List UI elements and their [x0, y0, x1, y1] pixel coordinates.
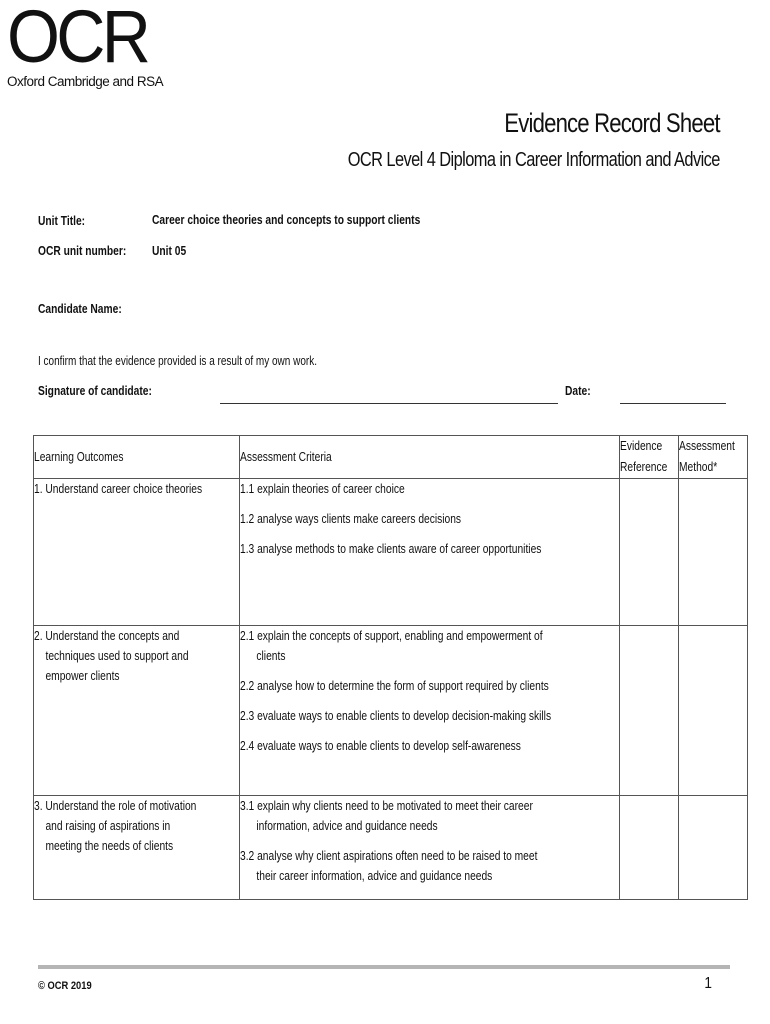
assessment-criteria-cell: [239, 796, 619, 900]
learning-outcome-cell: [34, 796, 240, 900]
criterion-text: 3.2 analyse why client aspirations often need to be raised to meet: [239, 849, 538, 863]
table-header-row: [34, 436, 748, 479]
criterion-text: 2.3 evaluate ways to enable clients to develop decision-making skills: [239, 709, 552, 723]
header-assessment-criteria-label: Assessment Criteria: [239, 450, 332, 464]
unit-title-label: Unit Title:: [38, 214, 86, 228]
header-evidence-reference-line2: Reference: [620, 460, 668, 474]
header-learning-outcomes-label: Learning Outcomes: [34, 450, 124, 464]
header-assessment-method-line2: Method*: [679, 460, 718, 474]
criterion-item: [240, 509, 551, 529]
learning-outcome-text: 2. Understand the concepts and: [34, 629, 180, 643]
unit-number-value: Unit 05: [152, 244, 187, 258]
criterion-item: [240, 706, 551, 726]
evidence-reference-cell[interactable]: [620, 479, 679, 626]
table-row: [34, 479, 748, 626]
criterion-text-continued: information, advice and guidance needs: [256, 819, 438, 833]
criterion-item: [240, 846, 551, 886]
criterion-text-continued: clients: [256, 649, 286, 663]
document-title: Evidence Record Sheet: [504, 108, 720, 138]
unit-number-label: OCR unit number:: [38, 244, 127, 258]
assessment-method-cell[interactable]: [679, 796, 748, 900]
criterion-text: 1.3 analyse methods to make clients aware of career opportunities: [239, 542, 542, 556]
table-row: [34, 626, 748, 796]
criterion-text: 1.2 analyse ways clients make careers decisions: [239, 512, 462, 526]
header-learning-outcomes: [34, 436, 240, 479]
learning-outcome-text: meeting the needs of clients: [45, 839, 174, 853]
criterion-text: 2.4 evaluate ways to enable clients to develop self-awareness: [239, 739, 521, 753]
footer-copyright: © OCR 2019: [38, 980, 92, 992]
footer-divider: [38, 965, 730, 969]
logo-subtitle: Oxford Cambridge and RSA: [7, 74, 164, 89]
unit-title-value: Career choice theories and concepts to support clients: [152, 213, 421, 227]
criterion-text-continued: their career information, advice and guidance needs: [256, 869, 493, 883]
learning-outcome-text: and raising of aspirations in: [45, 819, 171, 833]
logo-mark: OCR: [7, 0, 148, 78]
assessment-criteria-cell: [239, 479, 619, 626]
criterion-text: 1.1 explain theories of career choice: [239, 482, 405, 496]
criterion-item: [240, 539, 551, 559]
criterion-item: [240, 796, 551, 836]
learning-outcome-cell: [34, 626, 240, 796]
ocr-logo: [7, 0, 164, 89]
document-subtitle: OCR Level 4 Diploma in Career Information and Advice: [347, 149, 720, 171]
page-number: 1: [704, 975, 712, 992]
signature-label: Signature of candidate:: [38, 384, 152, 398]
criterion-item: [240, 736, 551, 756]
header-assessment-method-line1: Assessment: [679, 439, 735, 453]
learning-outcome-cell: [34, 479, 240, 626]
header-assessment-criteria: [239, 436, 619, 479]
evidence-table: [33, 435, 748, 900]
header-assessment-method: [679, 436, 748, 479]
table-row: [34, 796, 748, 900]
signature-line[interactable]: [220, 403, 558, 404]
date-label: Date:: [565, 384, 591, 398]
evidence-reference-cell[interactable]: [620, 626, 679, 796]
header-evidence-reference: [620, 436, 679, 479]
learning-outcome-text: 3. Understand the role of motivation: [34, 799, 197, 813]
header-evidence-reference-line1: Evidence: [620, 439, 663, 453]
criterion-text: 3.1 explain why clients need to be motivated to meet their career: [239, 799, 533, 813]
candidate-name-label: Candidate Name:: [38, 302, 122, 316]
learning-outcome-text: 1. Understand career choice theories: [34, 482, 203, 496]
assessment-criteria-cell: [239, 626, 619, 796]
criterion-item: [240, 626, 551, 666]
date-line[interactable]: [620, 403, 726, 404]
learning-outcome-text: techniques used to support and: [45, 649, 189, 663]
criterion-text: 2.1 explain the concepts of support, enabling and empowerment of: [239, 629, 543, 643]
criterion-text: 2.2 analyse how to determine the form of support required by clients: [239, 679, 549, 693]
assessment-method-cell[interactable]: [679, 479, 748, 626]
evidence-reference-cell[interactable]: [620, 796, 679, 900]
criterion-item: [240, 676, 551, 696]
criterion-item: [240, 479, 551, 499]
confirmation-statement: I confirm that the evidence provided is a result of my own work.: [38, 354, 318, 368]
learning-outcome-text: empower clients: [45, 669, 120, 683]
assessment-method-cell[interactable]: [679, 626, 748, 796]
